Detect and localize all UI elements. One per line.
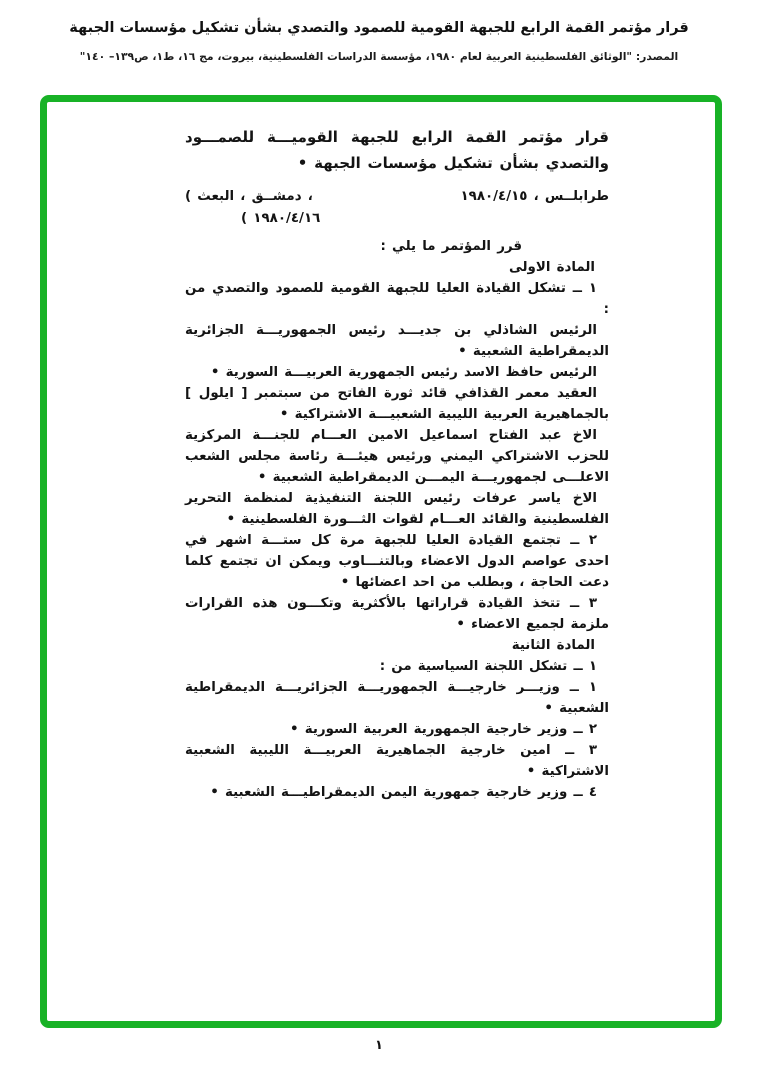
document-title: قرار مؤتمر القمة الرابع للجبهة القوميـــة للصمـــود والتصدي بشأن تشكيل مؤسسات الجبهة • bbox=[185, 128, 609, 172]
paragraph: العقيد معمر القذافي قائد ثورة الفاتح من سبتمبر [ ايلول ] بالجماهيرية العربية الليبية الشعبيـــة الاشتراكية • bbox=[185, 386, 609, 422]
page-title: قرار مؤتمر القمة الرابع للجبهة القومية للصمود والتصدي بشأن تشكيل مؤسسات الجبهة bbox=[69, 20, 689, 36]
dateline-citation-line1 bbox=[185, 186, 313, 208]
paragraph: الاخ عبد الفتاح اسماعيل الامين العـــام للجنـــة المركزية للحزب الاشتراكي اليمني ورئيس هيئـــة رئاسة مجلس الشعب الاعلـــى لجمهوريـــة اليمـــن الديمقراطية الشعبية • bbox=[185, 428, 609, 485]
citation-token: ، bbox=[240, 189, 246, 204]
document-frame bbox=[40, 95, 722, 1028]
citation-token: دمشــق bbox=[251, 189, 302, 204]
paragraph: ٢ ــ وزير خارجية الجمهورية العربية السورية • bbox=[289, 722, 597, 737]
dateline bbox=[185, 186, 609, 208]
paragraph: ٣ ــ تتخذ القيادة قراراتها بالأكثرية وتكـــون هذه القرارات ملزمة لجميع الاعضاء • bbox=[185, 596, 609, 632]
paragraph: الرئيس حافظ الاسد رئيس الجمهورية العربيـــة السورية • bbox=[210, 365, 597, 380]
paragraph: ١ ــ تشكل القيادة العليا للجبهة القومية للصمود والتصدي من : bbox=[185, 281, 609, 317]
citation-token: ( bbox=[185, 189, 192, 204]
section-heading-1: المادة الاولى bbox=[508, 260, 595, 275]
opening-statement: قرر المؤتمر ما يلي : bbox=[380, 239, 522, 254]
dateline-citation-line2: ( ١٩٨٠/٤/١٦ bbox=[241, 211, 321, 226]
source-citation: المصدر: "الوثائق الفلسطينية العربية لعام ١٩٨٠، مؤسسة الدراسات الفلسطينية، بيروت، مج ١٦، ط١، ص١٣٩– ١٤٠" bbox=[79, 50, 679, 63]
paragraph: ١ ــ تشكل اللجنة السياسية من : bbox=[379, 659, 597, 674]
paragraph: ٤ ــ وزير خارجية جمهورية اليمن الديمقراطيـــة الشعبية • bbox=[210, 785, 597, 800]
document-body bbox=[185, 124, 609, 803]
paragraph: الرئيس الشاذلي بن جديـــد رئيس الجمهوريـــة الجزائرية الديمقراطية الشعبية • bbox=[185, 323, 609, 359]
section-heading-2: المادة الثانية bbox=[511, 638, 595, 653]
paragraph: ٣ ــ امين خارجية الجماهيرية العربيـــة الليبية الشعبية الاشتراكية • bbox=[185, 743, 609, 779]
citation-token: البعث bbox=[197, 189, 235, 204]
citation-token: ، bbox=[307, 189, 313, 204]
paragraph: ١ ــ وزيـــر خارجيـــة الجمهوريـــة الجزائريـــة الديمقراطية الشعبية • bbox=[185, 680, 609, 716]
paragraph: الاخ ياسر عرفات رئيس اللجنة التنفيذية لمنظمة التحرير الفلسطينية والقائد العـــام لقوات الثـــورة الفلسطينية • bbox=[185, 491, 609, 527]
page-number: ١ bbox=[375, 1038, 383, 1053]
paragraph: ٢ ــ تجتمع القيادة العليا للجبهة مرة كل ستـــة اشهر في احدى عواصم الدول الاعضاء وبالتنـــاوب ويمكن ان تجتمع كلما دعت الحاجة ، وبطلب من احد اعضائها • bbox=[185, 533, 609, 590]
dateline-place-date: طرابلــس ، ١٩٨٠/٤/١٥ bbox=[460, 189, 609, 204]
